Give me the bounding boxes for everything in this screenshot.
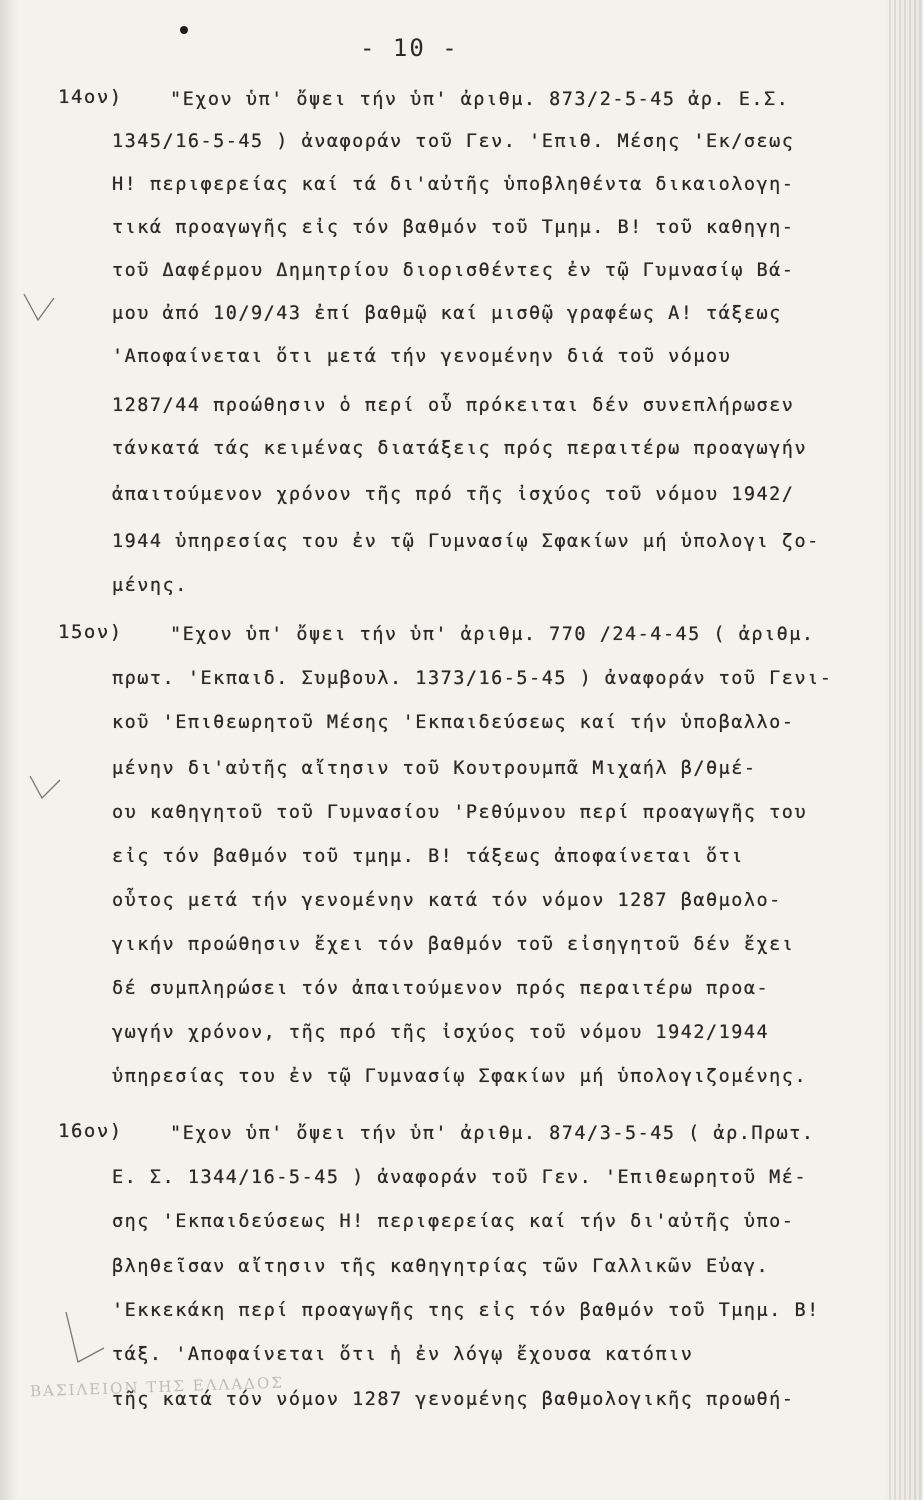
text-line: μου ἀπό 10/9/43 ἐπί βαθμῷ καί μισθῷ γραφέως Α! τάξεως (112, 303, 782, 324)
text-line: ἀπαιτούμενον χρόνον τῆς πρό τῆς ἰσχύος τοῦ νόμου 1942/ (112, 484, 795, 505)
text-line: ὑπηρεσίας του ἐν τῷ Γυμνασίῳ Σφακίων μή ὑπολογιζομένης. (112, 1066, 808, 1087)
text-line: 1287/44 προώθησιν ὁ περί οὗ πρόκειται δέν συνεπλήρωσεν (112, 395, 795, 416)
text-line: 'Αποφαίνεται ὅτι μετά τήν γενομένην διά τοῦ νόμου (112, 346, 732, 367)
text-line: τῆς κατά τόν νόμον 1287 γενομένης βαθμολογικῆς προωθή- (112, 1389, 795, 1410)
text-line: γικήν προώθησιν ἔχει τόν βαθμόν τοῦ εἰσηγητοῦ δέν ἔχει (112, 934, 795, 955)
margin-mark (26, 770, 66, 810)
page-number: - 10 - (360, 34, 459, 62)
text-line: οὗτος μετά τήν γενομένην κατά τόν νόμον 1287 βαθμολο- (112, 890, 782, 911)
text-line: εἰς τόν βαθμόν τοῦ τμημ. Β! τάξεως ἀποφαίνεται ὅτι (112, 846, 744, 867)
text-line: "Εχον ὑπ' ὄψει τήν ὑπ' ἀριθμ. 873/2-5-45 ἀρ. Ε.Σ. (170, 89, 790, 110)
text-line: Ε. Σ. 1344/16-5-45 ) ἀναφοράν τοῦ Γεν. 'Επιθεωρητοῦ Μέ- (112, 1167, 808, 1188)
text-line: κοῦ 'Επιθεωρητοῦ Μέσης 'Εκπαιδεύσεως καί τήν ὑποβαλλο- (112, 712, 795, 733)
text-line: "Εχον ὑπ' ὄψει τήν ὑπ' ἀριθμ. 874/3-5-45 ( ἀρ.Πρωτ. (170, 1123, 815, 1144)
text-line: ου καθηγητοῦ τοῦ Γυμνασίου 'Ρεθύμνου περί προαγωγῆς του (112, 802, 808, 823)
margin-mark (20, 290, 60, 330)
ink-dot (180, 26, 188, 34)
text-line: δέ συμπληρώσει τόν ἀπαιτούμενον πρός περαιτέρω προα- (112, 978, 770, 999)
text-line: σης 'Εκπαιδεύσεως Η! περιφερείας καί τήν δι'αὐτῆς ὑπο- (112, 1211, 795, 1232)
text-line: 1345/16-5-45 ) ἀναφοράν τοῦ Γεν. 'Επιθ. Μέσης 'Εκ/σεως (112, 131, 795, 152)
item-label-14: 14ον) (58, 86, 123, 108)
text-line: τοῦ Δαφέρμου Δημητρίου διορισθέντες ἐν τῷ Γυμνασίῳ Βά- (112, 260, 795, 281)
text-line: γωγήν χρόνον, τῆς πρό τῆς ἰσχύος τοῦ νόμου 1942/1944 (112, 1022, 770, 1043)
text-line: Η! περιφερείας καί τά δι'αὐτῆς ὑποβληθέντα δικαιολογη- (112, 174, 795, 195)
item-label-16: 16ον) (58, 1120, 123, 1142)
text-line: μένην δι'αὐτῆς αἴτησιν τοῦ Κουτρουμπᾶ Μιχαήλ β/θμέ- (112, 758, 757, 779)
text-line: πρωτ. 'Εκπαιδ. Συμβουλ. 1373/16-5-45 ) ἀναφοράν τοῦ Γενι- (112, 668, 833, 689)
text-line: τάνκατά τάς κειμένας διατάξεις πρός περαιτέρω προαγωγήν (112, 438, 808, 459)
item-label-15: 15ον) (58, 621, 123, 643)
text-line: τικά προαγωγῆς εἰς τόν βαθμόν τοῦ Τμημ. Β! τοῦ καθηγη- (112, 217, 795, 238)
text-line: τάξ. 'Αποφαίνεται ὅτι ἡ ἐν λόγῳ ἔχουσα κατόπιν (112, 1344, 694, 1365)
page-binding-edge (889, 0, 923, 1500)
margin-mark (60, 1308, 110, 1368)
text-line: 'Εκκεκάκη περί προαγωγῆς της εἰς τόν βαθμόν τοῦ Τμημ. Β! (112, 1300, 820, 1321)
text-line: βληθεῖσαν αἴτησιν τῆς καθηγητρίας τῶν Γαλλικῶν Εὐαγ. (112, 1256, 770, 1277)
text-line: 1944 ὑπηρεσίας του ἐν τῷ Γυμνασίῳ Σφακίων μή ὑπολογι ζο- (112, 531, 820, 552)
text-line: μένης. (112, 575, 188, 596)
text-line: "Εχον ὑπ' ὄψει τήν ὑπ' ἀριθμ. 770 /24-4-45 ( ἀριθμ. (170, 624, 815, 645)
faded-stamp: ΒΑΣΙΛΕΙΟΝ ΤΗΣ ΕΛΛΑΔΟΣ (29, 1373, 285, 1401)
